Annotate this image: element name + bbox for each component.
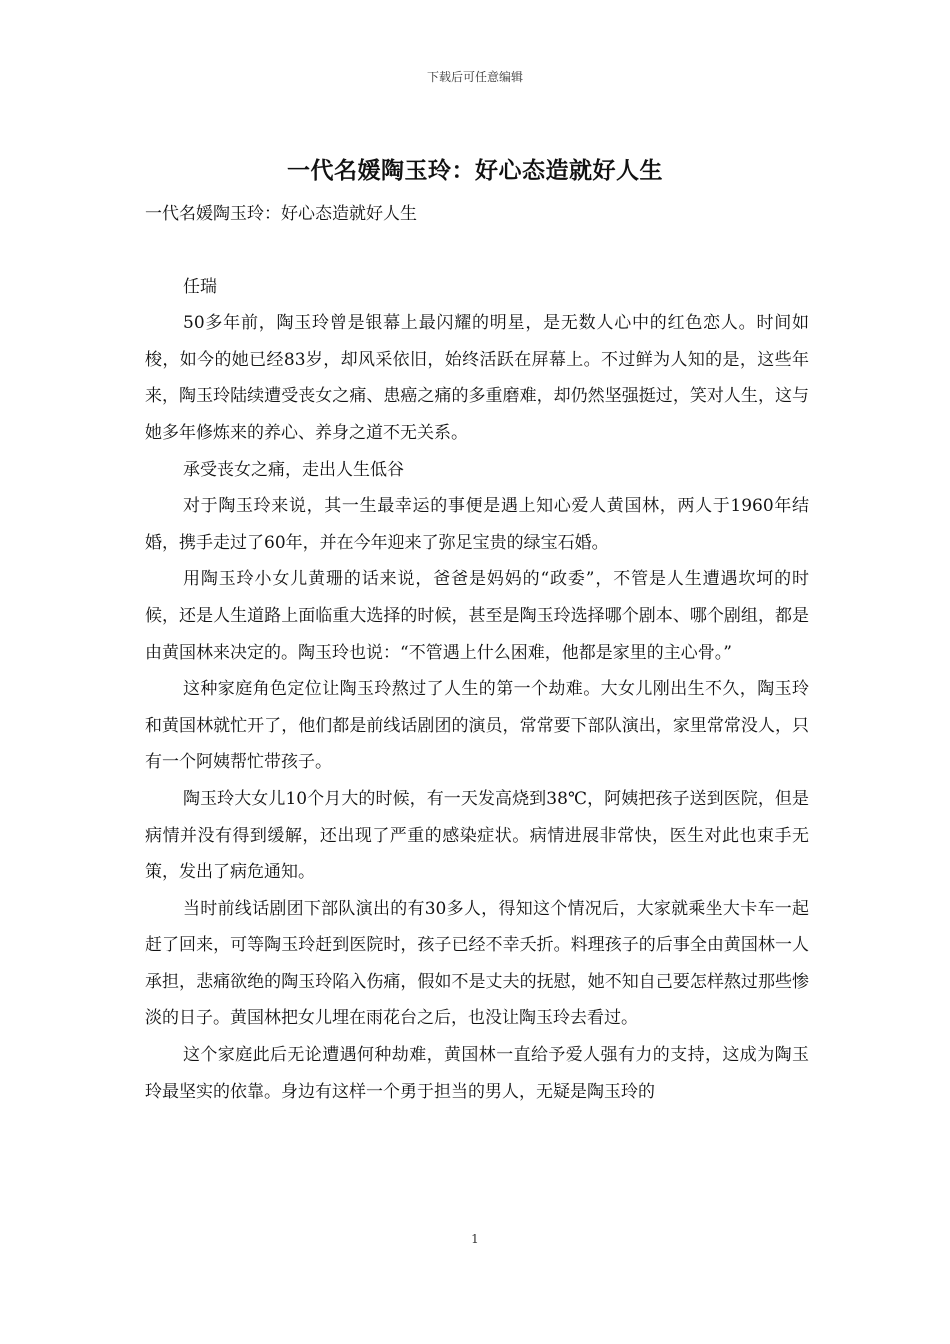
- section-heading: 承受丧女之痛，走出人生低谷: [183, 459, 404, 480]
- paragraph: 用陶玉玲小女儿黄珊的话来说，爸爸是妈妈的“政委”，不管是人生遭遇坎坷的时候，还是人生道路上面临重大选择的时候，甚至是陶玉玲选择哪个剧本、哪个剧组，都是由黄国林来决定的。陶玉玲也说：“不管遇上什么困难，他都是家里的主心骨。”: [145, 569, 809, 663]
- blank-line: [145, 233, 809, 269]
- document-body: [145, 196, 809, 1110]
- page-number: 1: [471, 1232, 479, 1246]
- paragraph: 对于陶玉玲来说，其一生最幸运的事便是遇上知心爱人黄国林，两人于1960年结婚，携手走过了60年，并在今年迎来了弥足宝贵的绿宝石婚。: [145, 496, 809, 553]
- author-line: 任瑞: [183, 276, 217, 297]
- paragraph: 当时前线话剧团下部队演出的有30多人，得知这个情况后，大家就乘坐大卡车一起赶了回来，可等陶玉玲赶到医院时，孩子已经不幸夭折。料理孩子的后事全由黄国林一人承担，悲痛欲绝的陶玉玲陷入伤痛，假如不是丈夫的抚慰，她不知自己要怎样熬过那些惨淡的日子。黄国林把女儿埋在雨花台之后，也没让陶玉玲去看过。: [145, 898, 809, 1029]
- page-header: 下载后可任意编辑: [426, 70, 523, 84]
- document-subtitle: 一代名媛陶玉玲：好心态造就好人生: [145, 204, 417, 224]
- document-title: 一代名媛陶玉玲：好心态造就好人生: [287, 157, 663, 184]
- paragraph: 陶玉玲大女儿10个月大的时候，有一天发高烧到38℃，阿姨把孩子送到医院，但是病情并没有得到缓解，还出现了严重的感染症状。病情进展非常快，医生对此也束手无策，发出了病危通知。: [145, 788, 809, 883]
- paragraph: 这个家庭此后无论遭遇何种劫难，黄国林一直给予爱人强有力的支持，这成为陶玉玲最坚实的依靠。身边有这样一个勇于担当的男人，无疑是陶玉玲的: [145, 1045, 809, 1102]
- paragraph: 这种家庭角色定位让陶玉玲熬过了人生的第一个劫难。大女儿刚出生不久，陶玉玲和黄国林就忙开了，他们都是前线话剧团的演员，常常要下部队演出，家里常常没人，只有一个阿姨帮忙带孩子。: [145, 679, 809, 773]
- paragraph: 50多年前，陶玉玲曾是银幕上最闪耀的明星，是无数人心中的红色恋人。时间如梭，如今的她已经83岁，却风采依旧，始终活跃在屏幕上。不过鲜为人知的是，这些年来，陶玉玲陆续遭受丧女之痛、患癌之痛的多重磨难，却仍然坚强挺过，笑对人生，这与她多年修炼来的养心、养身之道不无关系。: [145, 313, 809, 443]
